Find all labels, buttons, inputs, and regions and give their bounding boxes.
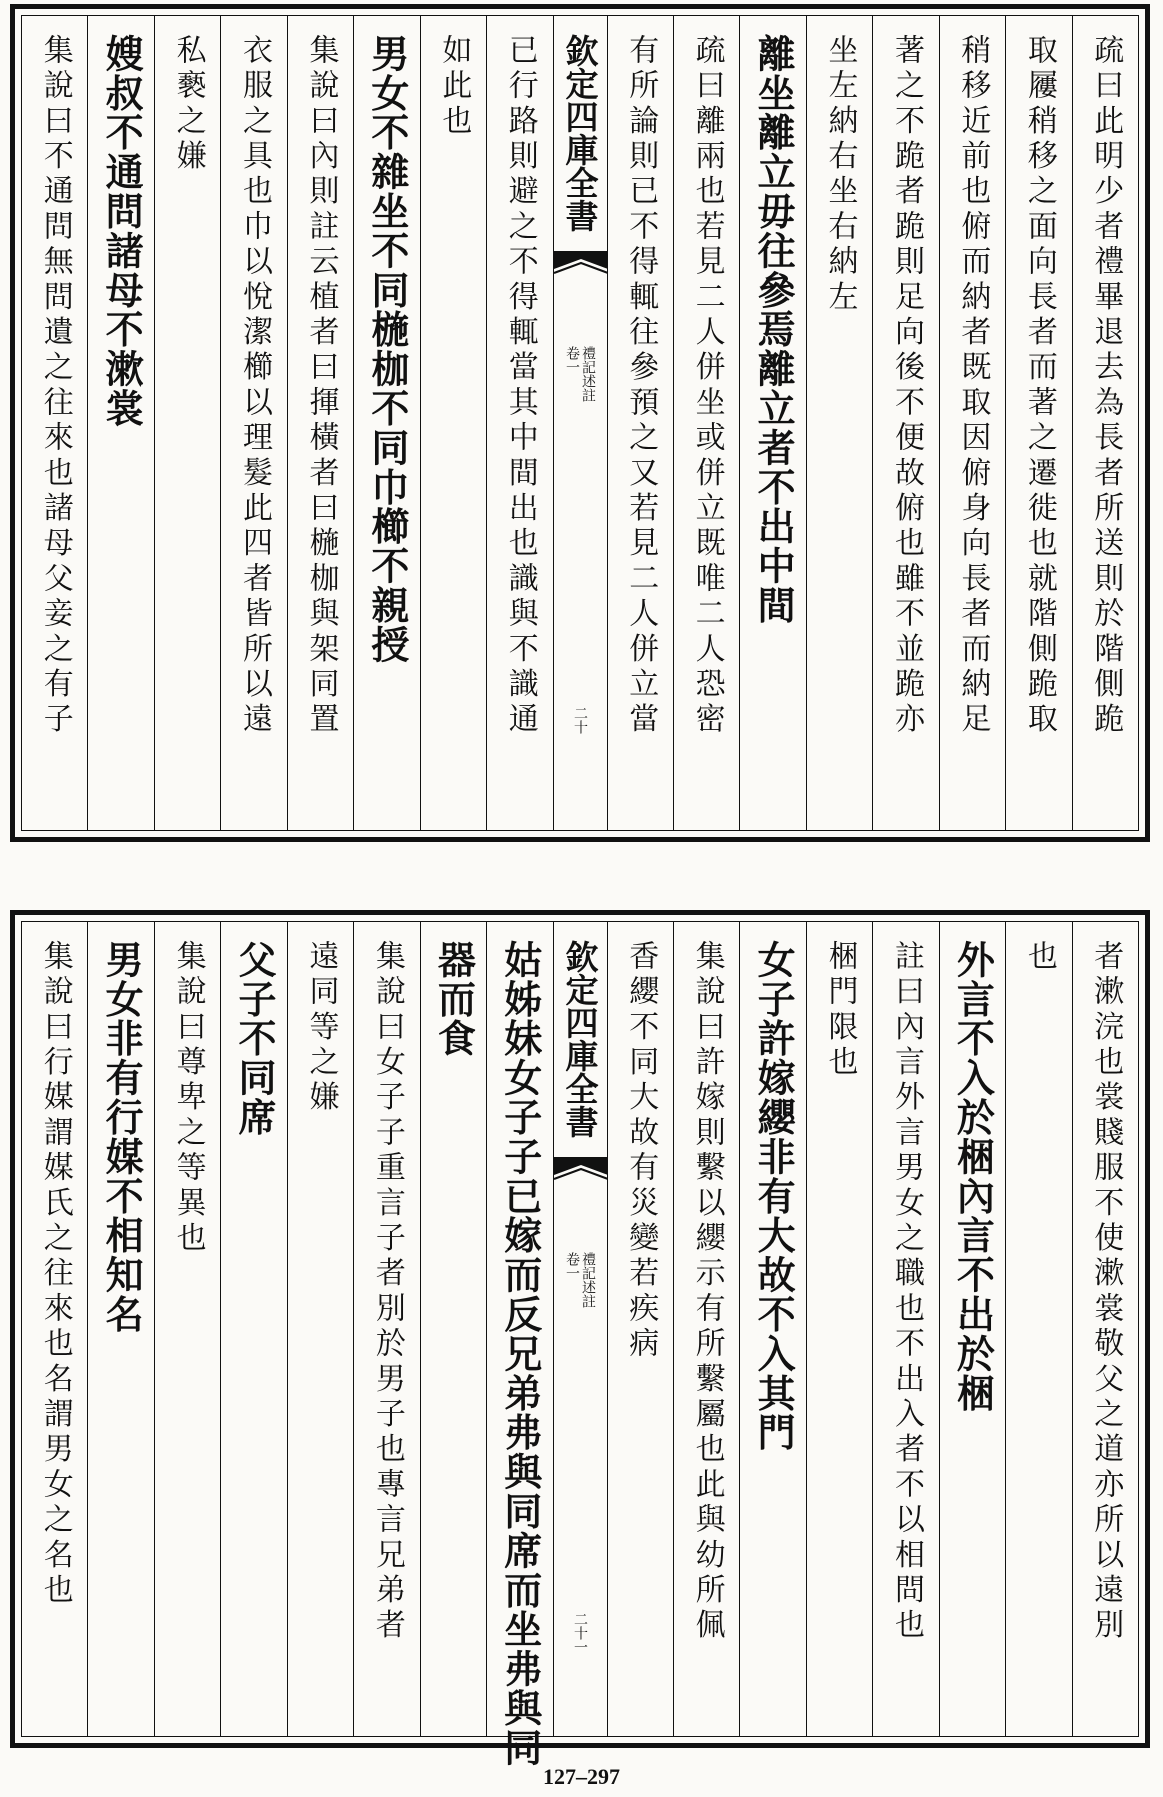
main-text: 姑姊妹女子子已嫁而反兄弟弗與同席而坐弗與同 [497, 940, 543, 1768]
main-text-column [739, 922, 805, 1736]
commentary-text: 著之不跪者跪則足向後不便故俯也雖不並跪亦 [888, 34, 924, 738]
chapter-book-name: 禮記述註 [580, 1252, 596, 1308]
commentary-text: 坐左納右坐右納左 [822, 34, 858, 316]
commentary-text: 香纓不同大故有災變若疾病 [623, 940, 659, 1363]
commentary-column [287, 922, 353, 1736]
commentary-column [1005, 16, 1071, 830]
commentary-column [806, 16, 872, 830]
commentary-column [872, 16, 938, 830]
commentary-column [486, 16, 552, 830]
main-text-column [353, 16, 419, 830]
page-footer-number: 127–297 [543, 1764, 620, 1789]
commentary-text: 遠同等之嫌 [303, 940, 339, 1116]
commentary-column [353, 922, 419, 1736]
commentary-text: 註曰內言外言男女之職也不出入者不以相問也 [888, 940, 924, 1644]
commentary-text: 疏曰離兩也若見二人併坐或併立既唯二人恐密 [689, 34, 725, 738]
folio-number: 二十 [572, 706, 588, 734]
commentary-text: 稍移近前也俯而納者既取因俯身向長者而納足 [955, 34, 991, 738]
commentary-column [872, 922, 938, 1736]
main-text-column [939, 922, 1005, 1736]
commentary-text: 也 [1021, 940, 1057, 976]
commentary-column [154, 922, 220, 1736]
commentary-text: 集說曰行媒謂媒氏之往來也名謂男女之名也 [37, 940, 73, 1609]
bottom-page-columns [21, 921, 1139, 1768]
commentary-text: 有所論則已不得輒往參預之又若見二人併立當 [623, 34, 659, 738]
main-text-column [739, 16, 805, 830]
book-title: 欽定四庫全書 [560, 940, 600, 1138]
commentary-text: 衣服之具也巾以悅潔櫛以理髮此四者皆所以遠 [237, 34, 273, 738]
commentary-text: 集說曰許嫁則繫以纓示有所繫屬也此與幼所佩 [689, 940, 725, 1644]
chapter-label [565, 346, 595, 402]
main-text-column [87, 922, 153, 1736]
commentary-text: 集說曰女子子重言子者別於男子也專言兄弟者 [369, 940, 405, 1644]
book-title: 欽定四庫全書 [560, 34, 600, 232]
main-text-column [220, 922, 286, 1736]
commentary-column [1072, 922, 1138, 1736]
commentary-text: 取屨稍移之面向長者而著之遷徙也就階側跪取 [1021, 34, 1057, 738]
commentary-text: 集說曰內則註云植者曰揮橫者曰椸枷與架同置 [303, 34, 339, 738]
commentary-text: 如此也 [436, 34, 472, 140]
commentary-column [939, 16, 1005, 830]
center-margin-column [553, 922, 607, 1736]
commentary-column [607, 922, 673, 1736]
commentary-column [607, 16, 673, 830]
commentary-column [806, 922, 872, 1736]
commentary-column [22, 922, 87, 1736]
chapter-volume: 卷一 [564, 1252, 580, 1280]
commentary-column [287, 16, 353, 830]
center-margin-column [553, 16, 607, 830]
commentary-column [1005, 922, 1071, 1736]
bottom-page [10, 910, 1150, 1768]
chapter-label [565, 1252, 595, 1308]
commentary-text: 私褻之嫌 [170, 34, 206, 175]
commentary-column [673, 922, 739, 1736]
main-text: 器而食 [431, 940, 477, 1059]
top-page [10, 4, 1150, 842]
folio-number: 二十一 [572, 1612, 588, 1654]
main-text-column [486, 922, 552, 1768]
fishtail-mark [554, 251, 608, 299]
main-text: 女子許嫁纓非有大故不入其門 [751, 940, 797, 1453]
main-text-column [87, 16, 153, 830]
commentary-text: 者漱浣也裳賤服不使漱裳敬父之道亦所以遠別 [1088, 940, 1124, 1644]
commentary-column [220, 16, 286, 830]
commentary-column [420, 16, 486, 830]
main-text: 男女非有行媒不相知名 [99, 940, 145, 1334]
main-text-column [420, 922, 486, 1736]
top-page-columns [21, 15, 1139, 831]
main-text: 男女不雜坐不同椸枷不同巾櫛不親授 [364, 34, 410, 665]
commentary-text: 集說曰不通問無問遺之往來也諸母父妾之有子 [37, 34, 73, 738]
commentary-column [154, 16, 220, 830]
commentary-text: 疏曰此明少者禮畢退去為長者所送則於階側跪 [1088, 34, 1124, 738]
main-text: 離坐離立毋往參焉離立者不出中間 [751, 34, 797, 625]
commentary-text: 集說曰尊卑之等異也 [170, 940, 206, 1257]
commentary-text: 已行路則避之不得輒當其中間出也識與不識通 [502, 34, 538, 738]
commentary-column [22, 16, 87, 830]
commentary-column [1072, 16, 1138, 830]
main-text: 嫂叔不通問諸母不漱裳 [99, 34, 145, 428]
chapter-book-name: 禮記述註 [580, 346, 596, 402]
fishtail-mark [554, 1157, 608, 1205]
chapter-volume: 卷一 [564, 346, 580, 374]
main-text: 外言不入於梱內言不出於梱 [950, 940, 996, 1413]
commentary-column [673, 16, 739, 830]
main-text: 父子不同席 [232, 940, 278, 1137]
commentary-text: 梱門限也 [822, 940, 858, 1081]
